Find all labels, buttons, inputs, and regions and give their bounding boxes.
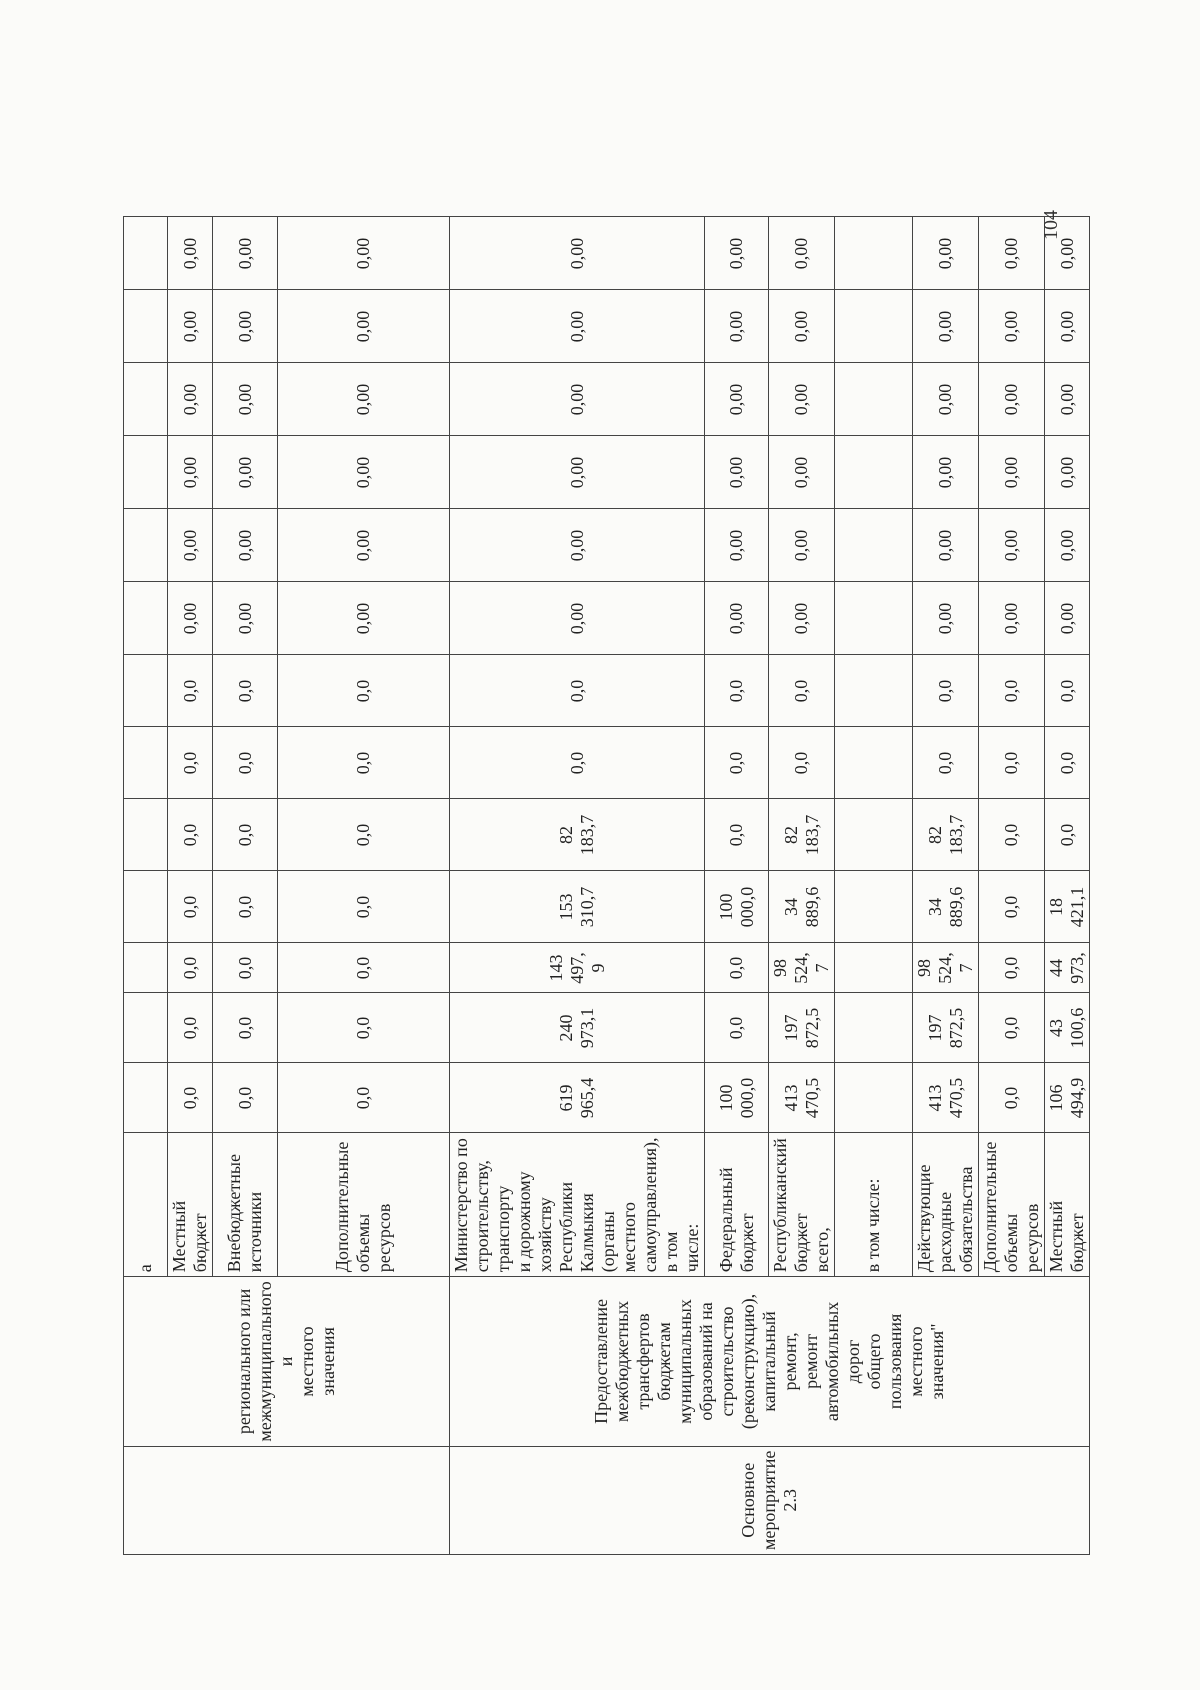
value-cell (705, 509, 769, 582)
value-cell (769, 436, 835, 509)
value-cell (278, 993, 450, 1063)
value-cell-text: 0,0 (353, 823, 373, 847)
value-cell-text: 0,0 (353, 895, 373, 919)
value-cell (168, 799, 213, 871)
value-cell (168, 217, 213, 290)
value-cell-text: 0,0 (179, 1086, 200, 1110)
value-cell (769, 943, 835, 993)
value-cell (168, 871, 213, 943)
source-cell-text: Местный бюджет (169, 1200, 210, 1273)
source-cell (1045, 1133, 1090, 1277)
value-cell-text: 0,00 (234, 237, 255, 270)
empty-cell (124, 727, 168, 799)
value-cell (168, 993, 213, 1063)
value-cell (705, 290, 769, 363)
value-cell (979, 582, 1045, 655)
value-cell (1045, 727, 1090, 799)
value-cell-text: 0,00 (234, 602, 255, 635)
value-cell (979, 1063, 1045, 1133)
value-cell-text: 0,0 (234, 1086, 255, 1110)
value-cell-text: 0,00 (353, 456, 373, 489)
value-cell (278, 582, 450, 655)
value-cell (835, 436, 913, 509)
value-cell (705, 363, 769, 436)
value-cell (168, 582, 213, 655)
activity-desc-cell (124, 1277, 450, 1446)
value-cell (278, 217, 450, 290)
empty-cell (124, 582, 168, 655)
value-cell (835, 290, 913, 363)
source-cell (450, 1133, 705, 1277)
value-cell (913, 436, 979, 509)
value-cell-text: 0,00 (1001, 383, 1021, 416)
value-cell (278, 1063, 450, 1133)
value-cell (450, 655, 705, 727)
value-cell-text: 0,00 (791, 237, 811, 270)
value-cell (769, 582, 835, 655)
main-activity-cell (450, 1446, 1090, 1554)
value-cell-text: 0,0 (179, 679, 200, 703)
source-cell (705, 1133, 769, 1277)
value-cell (705, 943, 769, 993)
value-cell (1045, 871, 1090, 943)
source-cell (913, 1133, 979, 1277)
value-cell-text: 0,0 (1056, 751, 1077, 775)
value-cell-text: 0,0 (234, 823, 255, 847)
value-cell (979, 871, 1045, 943)
value-cell-text: 100 000,0 (715, 886, 757, 928)
value-cell-text: 0,00 (1056, 310, 1077, 343)
value-cell (913, 993, 979, 1063)
value-cell (913, 871, 979, 943)
value-cell-text: 0,00 (1001, 456, 1021, 489)
value-cell-text: 0,00 (353, 237, 373, 270)
value-cell (168, 943, 213, 993)
value-cell (213, 363, 278, 436)
value-cell (450, 436, 705, 509)
value-cell-text: 98 524, 7 (914, 952, 976, 984)
value-cell (705, 217, 769, 290)
value-cell-text: 0,00 (1001, 602, 1021, 635)
value-cell (278, 363, 450, 436)
value-cell-text: 0,0 (179, 823, 200, 847)
value-cell (835, 799, 913, 871)
source-cell (124, 1133, 168, 1277)
value-cell (835, 1063, 913, 1133)
value-cell (835, 582, 913, 655)
value-cell (213, 582, 278, 655)
source-cell-text: Республиканский бюджет всего, (770, 1138, 832, 1273)
value-cell-text: 0,00 (1001, 237, 1021, 270)
value-cell-text: 0,00 (935, 237, 955, 270)
value-cell (835, 655, 913, 727)
value-cell (450, 217, 705, 290)
value-cell (450, 582, 705, 655)
value-cell (835, 217, 913, 290)
value-cell-text: 0,0 (179, 751, 200, 775)
value-cell (913, 290, 979, 363)
value-cell-text: 0,00 (726, 456, 746, 489)
value-cell-text: 0,00 (726, 237, 746, 270)
source-cell (168, 1133, 213, 1277)
value-cell (835, 943, 913, 993)
value-cell (278, 943, 450, 993)
value-cell-text: 153 310,7 (556, 886, 597, 928)
value-cell-text: 143 497, 9 (545, 952, 608, 984)
value-cell-text: 0,00 (353, 602, 373, 635)
source-cell (278, 1133, 450, 1277)
value-cell (979, 217, 1045, 290)
value-cell-text: 0,00 (353, 310, 373, 343)
empty-cell (124, 655, 168, 727)
value-cell (213, 217, 278, 290)
value-cell (979, 436, 1045, 509)
value-cell-text: 0,00 (179, 529, 200, 562)
value-cell (213, 509, 278, 582)
value-cell (278, 436, 450, 509)
value-cell (278, 655, 450, 727)
value-cell-text: 0,0 (353, 956, 373, 980)
value-cell (1045, 943, 1090, 993)
value-cell (913, 655, 979, 727)
value-cell (769, 1063, 835, 1133)
value-cell-text: 0,00 (179, 383, 200, 416)
value-cell-text: 98 524, 7 (770, 952, 832, 984)
value-cell (1045, 582, 1090, 655)
value-cell (913, 582, 979, 655)
main-activity-desc-cell-text: Предоставление межбюджетных трансфертов бюджетам муниципальных образований на строительство (реконструкцию), капитальный ремонт, ремонт автомобильных дорог общего пользования местного значения" (591, 1293, 947, 1430)
value-cell (450, 993, 705, 1063)
value-cell (213, 799, 278, 871)
value-cell-text: 413 470,5 (780, 1077, 822, 1119)
value-cell-text: 0,00 (1056, 529, 1077, 562)
value-cell-text: 0,00 (566, 310, 587, 343)
value-cell (1045, 436, 1090, 509)
value-cell-text: 0,00 (935, 456, 955, 489)
value-cell (213, 943, 278, 993)
value-cell (213, 993, 278, 1063)
value-cell (278, 727, 450, 799)
source-cell-text: Дополнительные объемы ресурсов (980, 1141, 1042, 1273)
value-cell (769, 727, 835, 799)
value-cell-text: 0,00 (179, 456, 200, 489)
empty-cell (124, 363, 168, 436)
value-cell (769, 799, 835, 871)
value-cell (278, 509, 450, 582)
value-cell (979, 509, 1045, 582)
value-cell-text: 0,00 (566, 456, 587, 489)
value-cell-text: 0,00 (1056, 602, 1077, 635)
value-cell (913, 217, 979, 290)
value-cell (213, 1063, 278, 1133)
value-cell (835, 993, 913, 1063)
value-cell (979, 799, 1045, 871)
value-cell-text: 82 183,7 (780, 814, 822, 856)
source-cell-text: а (135, 1264, 155, 1273)
value-cell-text: 0,0 (234, 1016, 255, 1040)
value-cell-text: 0,00 (726, 383, 746, 416)
value-cell (979, 655, 1045, 727)
value-cell-text: 82 183,7 (924, 814, 966, 856)
value-cell-text: 0,00 (234, 383, 255, 416)
value-cell-text: 0,0 (726, 823, 746, 847)
empty-cell (124, 943, 168, 993)
value-cell (450, 1063, 705, 1133)
value-cell-text: 0,00 (179, 310, 200, 343)
value-cell-text: 0,00 (566, 529, 587, 562)
value-cell-text: 0,0 (234, 956, 255, 980)
value-cell (278, 290, 450, 363)
source-cell-text: в том числе: (863, 1178, 883, 1273)
value-cell (450, 799, 705, 871)
value-cell (213, 871, 278, 943)
value-cell-text: 0,0 (726, 1016, 746, 1040)
value-cell-text: 0,00 (179, 237, 200, 270)
value-cell-text: 0,00 (791, 529, 811, 562)
value-cell (913, 799, 979, 871)
value-cell (769, 993, 835, 1063)
empty-cell (124, 217, 168, 290)
value-cell (913, 727, 979, 799)
value-cell (213, 290, 278, 363)
source-cell (769, 1133, 835, 1277)
value-cell (913, 509, 979, 582)
value-cell (1045, 1063, 1090, 1133)
value-cell (705, 655, 769, 727)
value-cell (835, 871, 913, 943)
value-cell (769, 655, 835, 727)
value-cell (1045, 655, 1090, 727)
value-cell (769, 363, 835, 436)
value-cell-text: 18 421,1 (1046, 886, 1087, 928)
value-cell-text: 0,00 (935, 310, 955, 343)
value-cell (1045, 509, 1090, 582)
value-cell-text: 0,00 (935, 602, 955, 635)
value-cell-text: 0,0 (791, 751, 811, 775)
value-cell-text: 43 100,6 (1046, 1007, 1087, 1049)
value-cell (168, 509, 213, 582)
empty-cell (124, 1063, 168, 1133)
value-cell-text: 44 973, (1046, 952, 1087, 984)
value-cell-text: 0,00 (935, 529, 955, 562)
page-number: 104 (1040, 210, 1062, 240)
value-cell (705, 582, 769, 655)
value-cell-text: 0,00 (791, 456, 811, 489)
value-cell-text: 413 470,5 (924, 1077, 966, 1119)
main-activity-cell-text: Основное мероприятие 2.3 (738, 1450, 800, 1550)
value-cell (705, 993, 769, 1063)
value-cell-text: 34 889,6 (924, 886, 966, 928)
value-cell-text: 0,0 (234, 679, 255, 703)
value-cell-text: 0,00 (234, 310, 255, 343)
value-cell-text: 34 889,6 (780, 886, 822, 928)
value-cell-text: 0,0 (726, 679, 746, 703)
value-cell-text: 619 965,4 (556, 1077, 597, 1119)
value-cell-text: 0,0 (353, 1016, 373, 1040)
value-cell-text: 0,0 (1056, 679, 1077, 703)
source-cell-text: Дополнительные объемы ресурсов (332, 1141, 394, 1273)
value-cell-text: 197 872,5 (780, 1007, 822, 1049)
value-cell-text: 100 000,0 (715, 1077, 757, 1119)
value-cell-text: 0,0 (1001, 956, 1021, 980)
value-cell (278, 871, 450, 943)
value-cell-text: 197 872,5 (924, 1007, 966, 1049)
value-cell (1045, 290, 1090, 363)
value-cell-text: 0,00 (353, 529, 373, 562)
activity-name-cell (124, 1446, 450, 1554)
value-cell-text: 0,0 (234, 895, 255, 919)
value-cell (213, 727, 278, 799)
value-cell-text: 0,00 (234, 456, 255, 489)
empty-cell (124, 871, 168, 943)
empty-cell (124, 993, 168, 1063)
empty-cell (124, 436, 168, 509)
budget-table (123, 216, 1090, 1555)
source-cell-text: Внебюджетные источники (224, 1154, 265, 1273)
empty-cell (124, 509, 168, 582)
value-cell-text: 0,00 (1001, 529, 1021, 562)
value-cell (213, 655, 278, 727)
value-cell-text: 0,0 (179, 1016, 200, 1040)
value-cell-text: 0,0 (1001, 679, 1021, 703)
value-cell (278, 799, 450, 871)
source-cell (979, 1133, 1045, 1277)
value-cell-text: 0,0 (935, 751, 955, 775)
value-cell (450, 290, 705, 363)
value-cell-text: 0,0 (353, 1086, 373, 1110)
value-cell (168, 727, 213, 799)
value-cell-text: 0,0 (234, 751, 255, 775)
value-cell (979, 363, 1045, 436)
value-cell-text: 0,00 (726, 310, 746, 343)
value-cell (705, 799, 769, 871)
source-cell (213, 1133, 278, 1277)
source-cell-text: Местный бюджет (1046, 1200, 1087, 1273)
value-cell-text: 0,00 (791, 602, 811, 635)
value-cell-text: 0,00 (234, 529, 255, 562)
value-cell-text: 0,0 (566, 751, 587, 775)
value-cell (769, 509, 835, 582)
value-cell-text: 240 973,1 (556, 1007, 597, 1049)
value-cell-text: 0,00 (566, 237, 587, 270)
value-cell (705, 1063, 769, 1133)
value-cell-text: 0,0 (179, 956, 200, 980)
value-cell (450, 363, 705, 436)
value-cell-text: 0,00 (791, 383, 811, 416)
value-cell (979, 290, 1045, 363)
value-cell-text: 0,00 (1001, 310, 1021, 343)
value-cell-text: 0,0 (179, 895, 200, 919)
value-cell-text: 0,00 (1056, 456, 1077, 489)
value-cell-text: 0,0 (935, 679, 955, 703)
value-cell-text: 0,00 (726, 602, 746, 635)
value-cell-text: 0,00 (1056, 383, 1077, 416)
source-cell-text: Министерство по строительству, транспорту и дорожному хозяйству Республики Калмыкия (органы местного самоуправления), в том числе: (451, 1137, 702, 1273)
value-cell (769, 290, 835, 363)
value-cell-text: 0,0 (566, 679, 587, 703)
value-cell-text: 0,0 (1001, 751, 1021, 775)
rotated-page (0, 130, 1087, 1690)
value-cell-text: 0,0 (353, 751, 373, 775)
value-cell (1045, 993, 1090, 1063)
value-cell (450, 943, 705, 993)
value-cell (769, 871, 835, 943)
value-cell-text: 0,00 (791, 310, 811, 343)
value-cell-text: 0,0 (791, 679, 811, 703)
value-cell (168, 363, 213, 436)
empty-cell (124, 290, 168, 363)
value-cell-text: 0,00 (566, 383, 587, 416)
value-cell (979, 727, 1045, 799)
source-cell (835, 1133, 913, 1277)
value-cell-text: 0,0 (726, 751, 746, 775)
value-cell-text: 0,00 (566, 602, 587, 635)
value-cell-text: 0,0 (1001, 895, 1021, 919)
source-cell-text: Федеральный бюджет (715, 1167, 757, 1273)
value-cell-text: 106 494,9 (1046, 1077, 1087, 1119)
empty-cell (124, 799, 168, 871)
value-cell (168, 1063, 213, 1133)
value-cell-text: 0,0 (726, 956, 746, 980)
value-cell (705, 727, 769, 799)
main-activity-desc-cell (450, 1277, 1090, 1446)
value-cell (913, 1063, 979, 1133)
activity-desc-cell-text: регионального или межмуниципального и местного значения (234, 1281, 338, 1442)
value-cell (769, 217, 835, 290)
value-cell (835, 363, 913, 436)
value-cell (913, 363, 979, 436)
value-cell-text: 0,00 (726, 529, 746, 562)
value-cell (705, 436, 769, 509)
value-cell-text: 0,0 (353, 679, 373, 703)
value-cell (979, 943, 1045, 993)
value-cell-text: 0,0 (1001, 1086, 1021, 1110)
value-cell (450, 509, 705, 582)
value-cell (1045, 799, 1090, 871)
table-row (124, 217, 168, 1555)
value-cell (168, 655, 213, 727)
value-cell-text: 0,0 (1001, 1016, 1021, 1040)
value-cell-text: 0,0 (1056, 823, 1077, 847)
value-cell (168, 436, 213, 509)
value-cell (835, 727, 913, 799)
value-cell-text: 0,00 (935, 383, 955, 416)
value-cell (450, 727, 705, 799)
table-row (450, 217, 705, 1555)
value-cell-text: 0,0 (1001, 823, 1021, 847)
value-cell (450, 871, 705, 943)
value-cell-text: 0,00 (353, 383, 373, 416)
value-cell-text: 82 183,7 (556, 814, 597, 856)
value-cell (1045, 363, 1090, 436)
value-cell (705, 871, 769, 943)
value-cell (979, 993, 1045, 1063)
value-cell (835, 509, 913, 582)
value-cell (213, 436, 278, 509)
value-cell (913, 943, 979, 993)
value-cell (168, 290, 213, 363)
value-cell-text: 0,00 (1056, 237, 1077, 270)
value-cell-text: 0,00 (179, 602, 200, 635)
source-cell-text: Действующие расходные обязательства (914, 1164, 976, 1273)
